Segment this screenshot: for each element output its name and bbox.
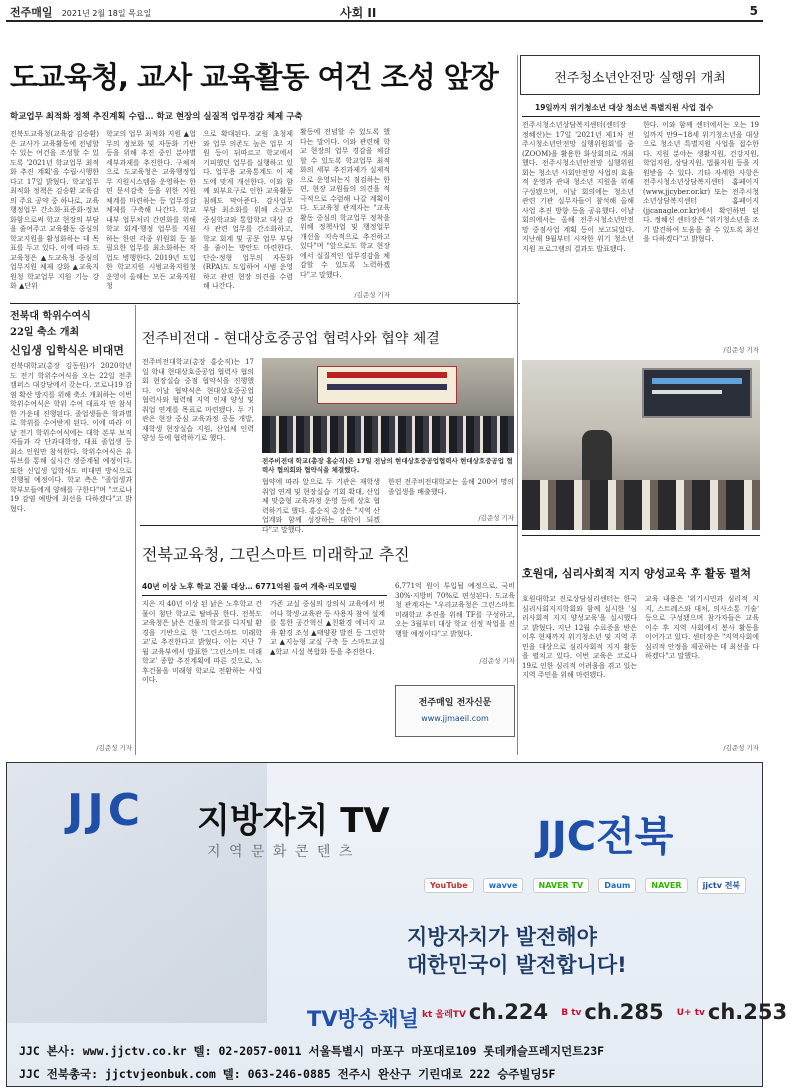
mou-photo-caption: 전주비전대 학교(총장 홍순직)은 17일 전남의 현대상호중공업협력사 현대상호중공업 협력사 협의회와 협약식을 체결했다. (262, 457, 513, 474)
main-headline: 도교육청, 교사 교육활동 여건 조성 앞장 (10, 60, 498, 94)
mou-col-1: 전주비전대학교(총장 홍순직)는 17일 학내 현대상호중공업 협력사 협의회 현장실습 중점 협약식을 진행했다. 이날 협약식은 현대상호중공업 협력사와 협력해 지역 인재 양성 및 취업 연계를 목표로 마련됐다. 두 기관은 현장 중심 교육과정 공동 개발, 재학생 현장실습 지원, 산업체 인력 양성 등에 협력하기로 했다. (142, 358, 254, 442)
classroom-photo (522, 360, 760, 530)
smart-col-3: 6,771억 원이 투입될 예정으로, 국비 30%·지방비 70%로 편성된다. 도교육청 관계자는 "우리교육청은 그린스마트 미래학교 추진을 위해 TF를 구성하고, 오는 3월부터 대상 학교 선정 작업을 진행할 예정이다"고 밝혔다. (395, 582, 515, 638)
platform-daum: Daum (598, 878, 636, 893)
mou-col-2: 협약에 따라 앞으로 두 기관은 재학생 취업 연계 및 현장실습 기회 확대, 산업체 맞춤형 교육과정 운영 등에 상호 협력하기로 했다. 홍순직 총장은 "지역 산업계와 함께 성장하는 대학이 되겠다"고 말했다. (262, 478, 380, 534)
masthead (10, 4, 760, 20)
right-bottom-byline: /김준성 기자 (723, 744, 759, 752)
right-top-col-1: 전주시청소년상담복지센터(센터장 정혜신)는 17일 '2021년 제1차 전주시청소년안전망 실행위원회'를 줌(ZOOM)을 활용한 화상회의로 개최했다. 전주시청소년안전망 실행위원회는 청소년 사회안전망 사업의 효율적 운영과 관내 청소년 지원을 위해 구성됐으며, 이날 회의에는 청소년 관련 기관 실무자들이 참석해 올해 사업 추진 방향 등을 공유했다. 이날 회의에서는 올해 전주시청소년안전망 중점사업 계획 등이 보고되었다. 지난해 9월부터 시작한 위기 청소년 지원 프로그램의 결과도 발표됐다. (522, 121, 634, 253)
smart-col-2: 가존 교실 중심의 강의식 교육에서 벗어나 학생·교육관 등 사용자 참여 설계를 통한 공간혁신 ▲친환경 에너지 교육 환경 조성 ▲태양광 발전 등 그린학교 ▲지능형 교실 구축 등 스마트교실 ▲학교 시설 복합화 등을 추진한다. (270, 600, 385, 656)
platform-wavve: wavve (483, 878, 524, 893)
ad-slogan-2: 대한민국이 발전합니다! (407, 953, 627, 977)
mou-bottom-rule (140, 525, 518, 526)
paper-ad-name: 전주매일 전자신문 (418, 698, 492, 708)
left-short-title-1: 전북대 학위수여식 (10, 311, 91, 322)
right-bottom-col-2: 교육 내용은 '위기시민과 심리적 지지, 스트레스와 대처, 의사소통 기술' 등으로 구성됐으며 참가자들은 교육 이수 후 지역 사회에서 봉사 활동을 이어가고 있다. 센터장은 "지역사회에 심리적 안정을 제공하는 데 최선을 다하겠다"고 말했다. (645, 595, 759, 660)
main-col-1: 전북도교육청(교육감 김승환)은 교사가 교육활동에 전념할 수 있는 여건을 조성할 수 있도록 '2021년 학교업무 최적화 추진 계획'을 수립·시행한다고 17일 밝혔다. 학교업무 최적화 정책은 김승환 교육감의 주요 공약 중 하나로, 교육행정업무 간소화·표준화·정보화함으로써 학교 현장의 부담을 줄여주고 교육활동 중심의 학교지원을 활성화하는 데 목표를 두고 있다. 이에 따라 도교육청은 ▲도교육청 중심의 업무지원 체제 강화 ▲교육지원청 학교업무 지원 기능 강화 ▲단위 (10, 130, 99, 290)
left-short-body: 전북대학교(총장 김동원)가 2020학년도 전기 학위수여식을 오는 22일 전주 캠퍼스 대강당에서 갖는다. 코로나19 감염 확산 방지를 위해 축소 개최하는 이번 학위수여식은 학위 수여 대표자 만 참석한 가운데 진행된다. 졸업생들은 학과별로 학위를 수여받게 된다. 이에 따라 이날 전기 학위수여식에는 대학 본부 보직자들과 각 단과대학장, 대표 졸업생 등 최소 인원만 참석한다. 학위수여식은 유튜브를 통해 실시간 생중계될 예정이다. 또한 신입생 입학식도 비대면 방식으로 진행될 예정이다. 학교 측은 "졸업생과 학부모들에게 양해를 구한다"며 "코로나19 감염 예방에 최선을 다하겠다"고 밝혔다. (10, 362, 132, 513)
ad-jjc-logo: JJC (67, 785, 145, 836)
main-subhead: 학교업무 최적화 정책 추진계획 수립… 학교 현장의 실질적 업무경감 체제 구축 (10, 112, 303, 122)
ad-channel-list (422, 1000, 788, 1024)
smart-headline: 전북교육청, 그린스마트 미래학교 추진 (142, 545, 410, 564)
platform-naver: NAVER (645, 878, 687, 893)
main-byline: /김준성 기자 (354, 291, 390, 299)
right-bottom-col-1: 호원대학교 진로상담심리센터는 한국심리사회지지학회와 함께 실시한 '심리사회적 지지 양성교육'을 실시했다고 밝혔다. 지난 12월 수료증을 받은 이후 현재까지 위기청소년 및 지역 주민을 대상으로 심리사회적 지지 활동을 펼치고 있다. 이번 교육은 코로나19로 인한 심리적 어려움을 겪고 있는 지역 주민을 위해 마련됐다. (522, 595, 637, 679)
left-short-byline: /김준성 기자 (96, 744, 132, 752)
smart-sub-rule (142, 595, 387, 596)
column-divider-left (135, 305, 136, 755)
left-short-subhead: 신입생 입학식은 비대면 (10, 344, 124, 357)
channel-kt: kt 올레TV ch.224 (422, 1000, 549, 1024)
main-col-4: 활동에 전념할 수 있도록 했다는 말이다. 이와 관련해 학교 현장의 업무 경감을 체감할 수 있도록 학교업무 최적화의 세부 추진과제가 실제적으로 운영되는지 점검하는 한편, 현장 교원들의 의견을 적극적으로 수렴해 나갈 계획이다. 도교육청 관계자는 "교육활동 중심의 학교업무 정착을 위해 정책사업 및 행정업무 개선을 지속적으로 추진하고 있다"며 "앞으로도 학교 현장에서 실질적인 업무경감을 체감할 수 있도록 노력하겠다"고 말했다. (300, 128, 390, 279)
right-top-subhead: 19일까지 위기청소년 대상 청소년 특별지원 사업 접수 (535, 103, 714, 112)
paper-ad-url[interactable]: www.jjmaeil.com (421, 714, 489, 723)
platform-youtube: YouTube (424, 878, 474, 893)
masthead-rule (6, 20, 763, 22)
channel-uplus: U+ tv ch.253 (676, 1000, 788, 1024)
ad-jeonbuk-address: JJC 전북총국: jjctvjeonbuk.com 텔: 063-246-0885 전주시 완산구 기린대로 222 승주빌딩5F (19, 1067, 556, 1081)
right-top-col-2: 한다. 이와 함께 센터에서는 오는 19일까지 만9~18세 위기청소년을 대상으로 청소년 특별지원 사업을 접수한다. 지원 분야는 생활지원, 건강지원, 학업지원, 상담지원, 법률지원 등을 지원받을 수 있다. 기타 자세한 사항은 전주시청소년상담복지센터 홈페이지(www.jjcyber.or.kr) 또는 전주시청소년상담복지센터 홈페이지(jjcanagle.or.kr)에서 확인하면 된다. 정혜신 센터장은 "위기청소년을 조기 발견하여 도움을 줄 수 있도록 최선을 다하겠다"고 밝혔다. (643, 121, 759, 243)
column-divider-right (517, 55, 518, 755)
platform-jjctv: jjctv 전북 (697, 877, 747, 894)
right-bottom-headline: 호원대, 심리사회적 지지 양성교육 후 활동 펼쳐 (522, 567, 752, 580)
ad-subtitle: 지 역 문 화 콘 텐 츠 (207, 844, 355, 860)
right-top-headline: 전주청소년안전망 실행위 개최 (554, 71, 726, 86)
right-top-byline: /김준성 기자 (723, 346, 759, 354)
ad-hq-address: JJC 본사: www.jjctv.co.kr 텔: 02-2057-0011 서울특별시 마포구 마포대로109 롯데캐슬프레지던트23F (19, 1044, 605, 1058)
channel-btv: B tv ch.285 (561, 1000, 664, 1024)
mou-photo (262, 358, 514, 453)
ad-slogan-1: 지방자치가 발전해야 (407, 925, 597, 949)
ad-banner (6, 762, 788, 1087)
right-bottom-top-rule (522, 535, 760, 536)
issue-date: 2021년 2월 18일 목요일 (61, 9, 152, 18)
main-col-2: 학교의 업무 최적화 지원 ▲업무의 정보화 및 자동화 기반 등을 위해 추진 중인 분야별 세부과제를 추진한다. 구체적으로 도교육청은 교육행정업무 지원시스템을 운영하는 한편 문서감축 등을 위한 지원체계를 마련하는 등 업무경감 체제를 구축해 나간다. 학교 내부 업무처리 간편화를 위해 학교 회계·행정 업무를 지원하는 한편 각종 위원회 등 불필요한 업무를 최소화하는 작업도 병행한다. 2019년 도입한 학교지원 시범교육지원청 운영이 올해는 모든 교육지원청 (106, 130, 196, 290)
ad-jjc-jeonbuk-logo: JJC전북 (537, 814, 674, 860)
main-bottom-rule (10, 303, 520, 304)
mou-byline: /김준성 기자 (478, 514, 514, 522)
right-top-sub-rule (522, 116, 760, 117)
mou-headline: 전주비전대 - 현대상호중공업 협력사와 협약 체결 (142, 331, 440, 347)
platform-list (422, 873, 762, 896)
smart-subhead: 40년 이상 노후 학교 건물 대상… 6771억원 들여 개축·리모델링 (142, 582, 357, 591)
main-col-3: 으로 확대된다. 교원 초청제와 업무 의존도 높은 업무 지원 등이 뒤따르고 학교에서 기피했던 업무를 실행하고 있다. 업무용 교육통계도 이 제도에 맞게 개선한다. 이와 함께 외부요구로 인한 교육활동 침해도 막아준다. 감사업무 부담 최소화를 위해 소규모 중심학교와 통합학교 대상 감사 관련 업무를 간소화하고, 학교 회계 및 공문 업무 부담을 줄이는 방안도 마련한다. 단순·정형 업무의 자동화(RPA)도 도입하여 시범 운영하고 관련 현장 의견을 수렴해 나간다. (203, 130, 293, 290)
page-number: 5 (749, 4, 758, 18)
paper-name: 전주매일 (10, 6, 53, 19)
section-name: 사회 II (340, 6, 377, 20)
ad-title: 지방자치 TV (197, 801, 390, 841)
left-short-title-2: 22일 축소 개최 (10, 327, 80, 338)
smart-col-1: 지은 지 40년 이상 된 낡은 노후학교 건물이 첨단 학교로 탈바꿈 한다. 전북도교육청은 낡은 건물의 학교를 디지털 환경을 기반으로 한 '그린스마트 미래학교'로 추진한다고 밝혔다. 이는 지난 7월 교육부에서 발표한 '그린스마트 미래학교' 종합 추진계획에 따른 것으로, 노후건물을 미래형 학교로 전환하는 사업이다. (142, 600, 262, 684)
smart-byline: /김준성 기자 (479, 657, 515, 665)
ad-channel-label: TV방송채널 (307, 1007, 419, 1031)
mou-col-3: 한편 전주비전대학교는 올해 200여 명의 졸업생을 배출했다. (388, 478, 514, 496)
paper-ad-box (395, 685, 515, 737)
platform-navertv: NAVER TV (533, 878, 590, 893)
